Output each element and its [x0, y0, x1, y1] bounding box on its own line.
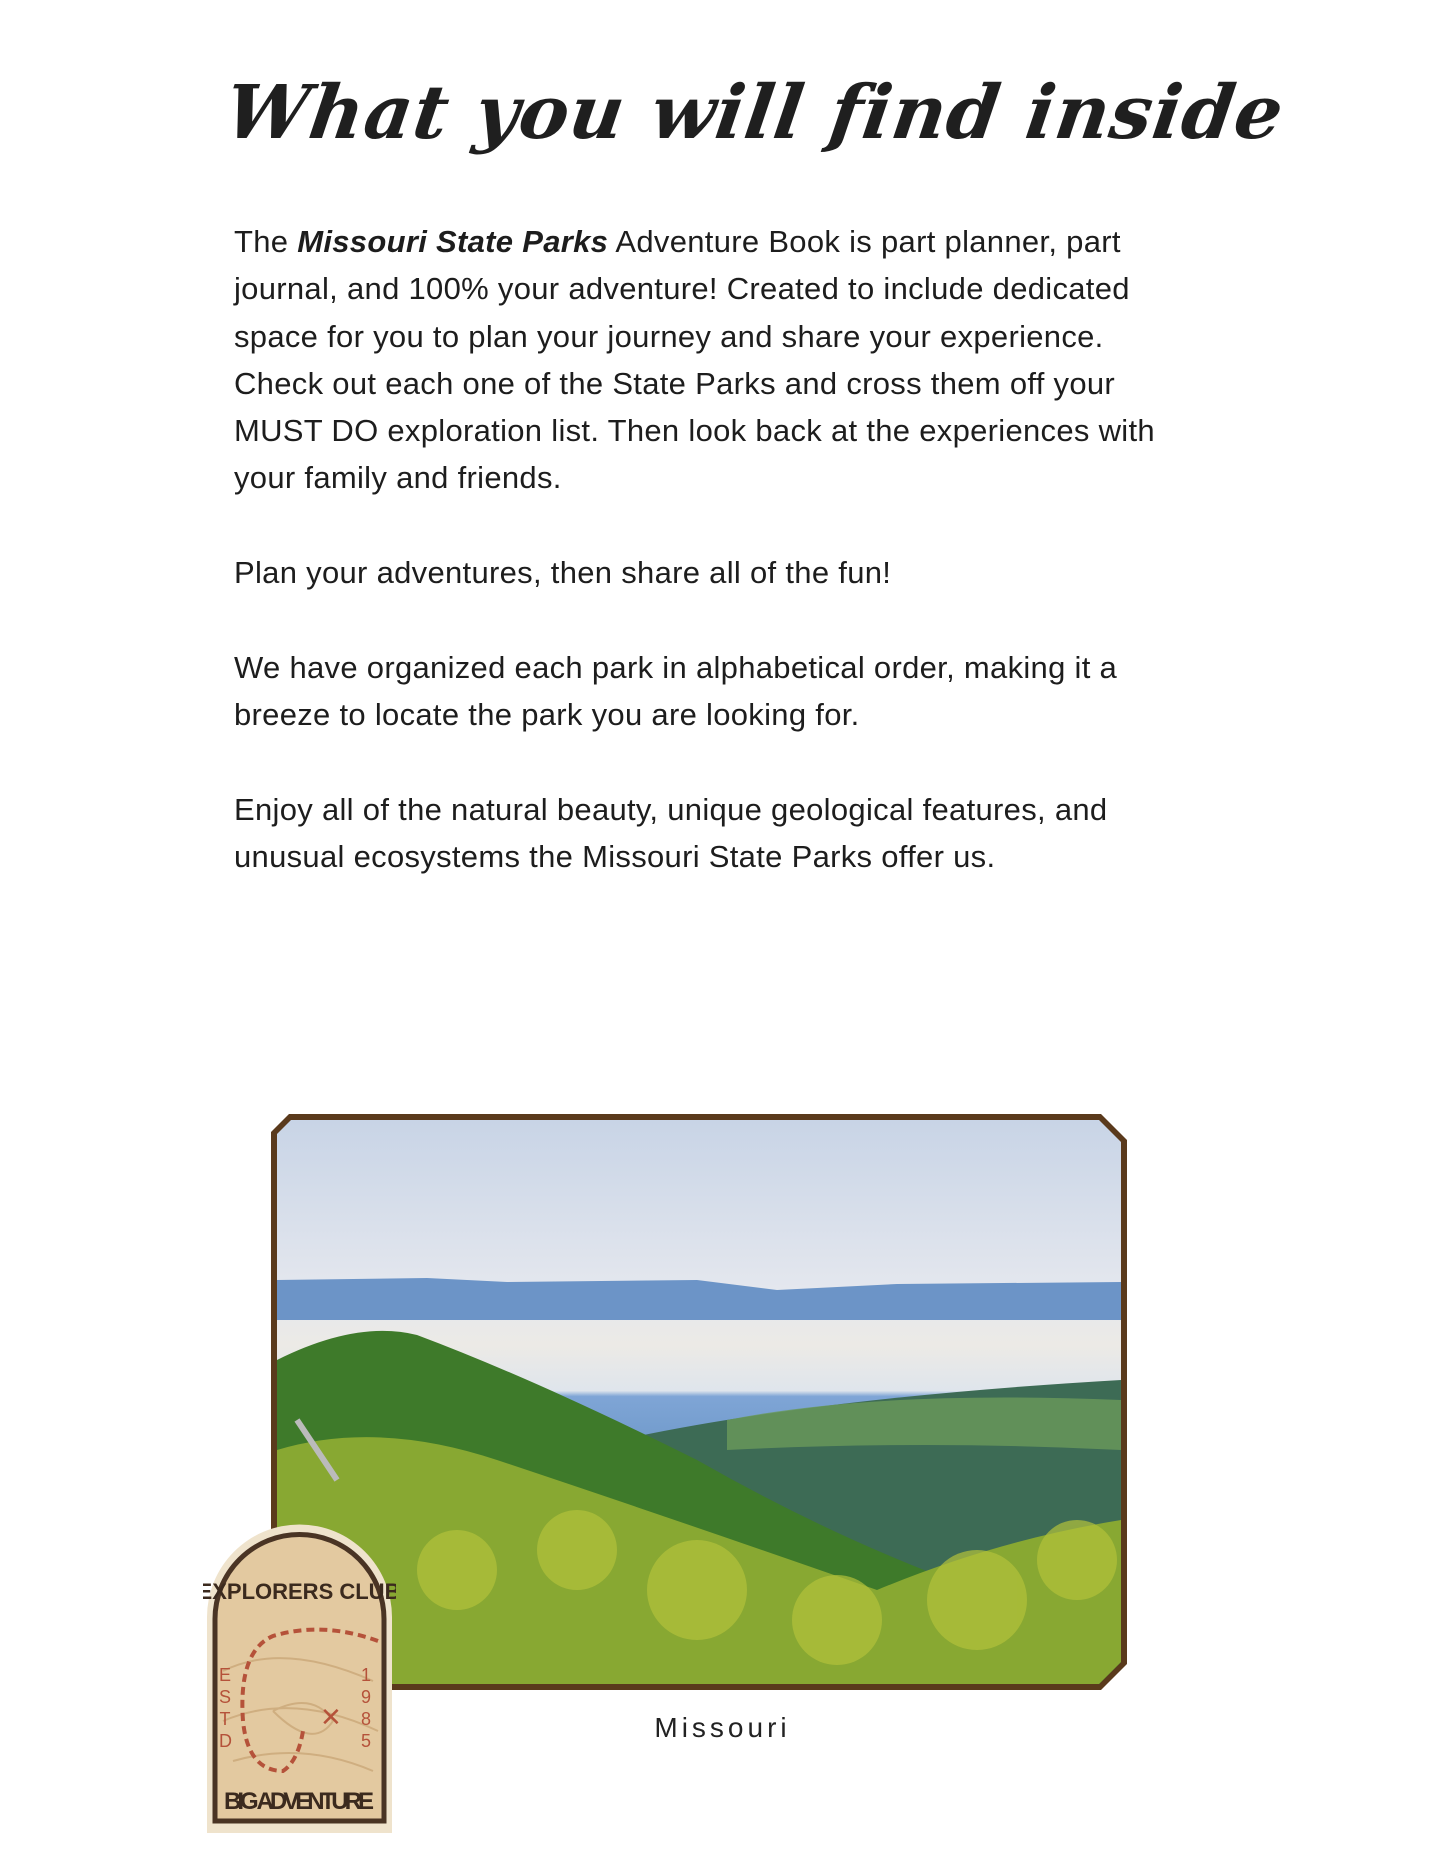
- intro-rest: Adventure Book is part planner, part journal, and 100% your adventure! Created to include dedicated space for you to plan your journey and share your experience. Check out each one of the State Parks and cross them off your MUST DO exploration list. Then look back at the experiences with your family and friends.: [234, 224, 1155, 496]
- badge-top-text: EXPLORERS CLUB: [203, 1579, 396, 1604]
- badge-bottom-text: BIG ADVENTURE: [224, 1788, 374, 1815]
- paragraph-enjoy: Enjoy all of the natural beauty, unique geological features, and unusual ecosystems the Missouri State Parks offer us.: [234, 791, 1108, 874]
- landscape-photo: [277, 1120, 1121, 1684]
- page-title: What you will find inside: [219, 70, 1290, 156]
- badge-right-text: 1985: [360, 1665, 371, 1751]
- intro-text: [234, 218, 1174, 927]
- explorers-club-badge: [203, 1521, 396, 1837]
- paragraph-plan: Plan your adventures, then share all of the fun!: [234, 555, 892, 591]
- paragraph-organized: We have organized each park in alphabetical order, making it a breeze to locate the park you are looking for.: [234, 649, 1118, 732]
- photo-frame: [271, 1114, 1127, 1690]
- paragraph-intro: [234, 218, 1174, 502]
- book-name: Missouri State Parks: [297, 224, 609, 259]
- svg-text:✕: ✕: [320, 1703, 342, 1733]
- intro-prefix: The: [234, 224, 298, 259]
- photo-caption: Missouri: [654, 1712, 791, 1743]
- badge-left-text: ESTD: [219, 1665, 232, 1751]
